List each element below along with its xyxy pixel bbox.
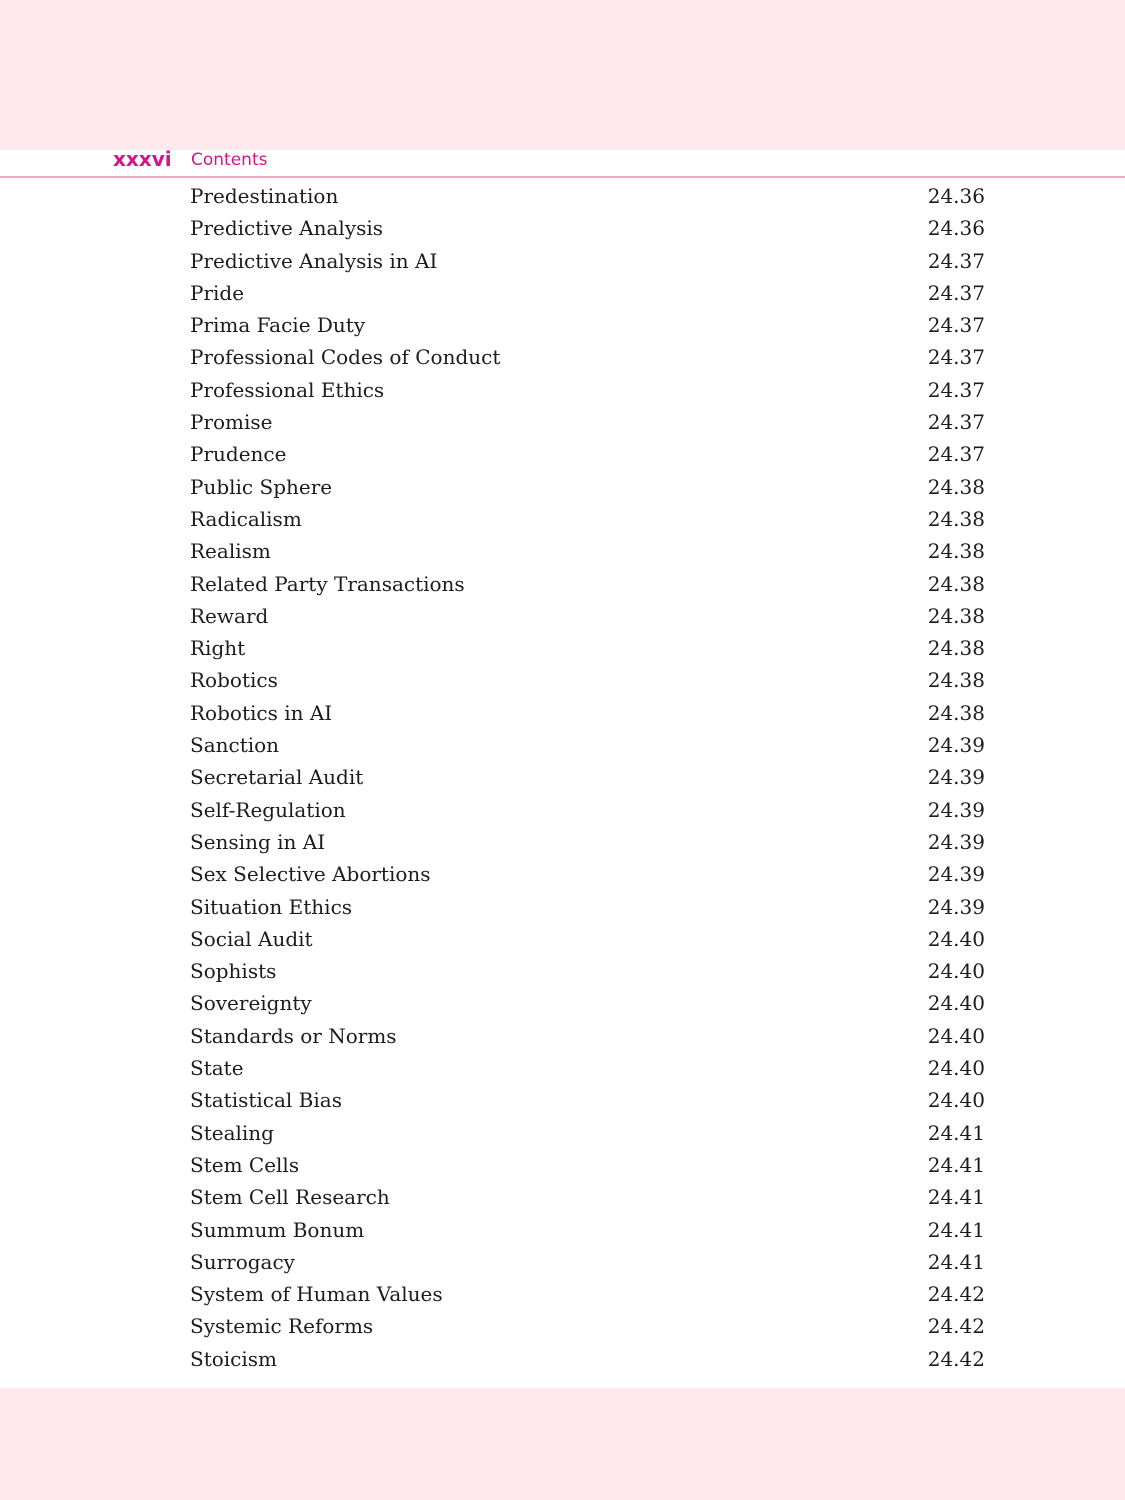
entry-title: Promise: [190, 410, 273, 435]
entry-page-number: 24.42: [927, 1346, 985, 1371]
contents-entry: [0, 987, 1125, 1019]
contents-entry: [0, 1310, 1125, 1342]
entry-title: Realism: [190, 539, 271, 564]
entry-page-number: 24.41: [927, 1152, 985, 1177]
entry-title: Professional Codes of Conduct: [190, 345, 501, 370]
entry-title: Summum Bonum: [190, 1217, 365, 1242]
entry-title: Systemic Reforms: [190, 1314, 374, 1339]
entry-title: State: [190, 1056, 244, 1081]
contents-entry: [0, 891, 1125, 923]
entry-title: Statistical Bias: [190, 1088, 342, 1113]
entry-page-number: 24.40: [927, 991, 985, 1016]
contents-entry: [0, 1278, 1125, 1310]
entry-page-number: 24.42: [927, 1314, 985, 1339]
entry-title: Stoicism: [190, 1346, 278, 1371]
entry-title: System of Human Values: [190, 1282, 443, 1307]
entry-page-number: 24.38: [927, 539, 985, 564]
entry-page-number: 24.37: [927, 442, 985, 467]
entry-page-number: 24.38: [927, 474, 985, 499]
contents-entry: [0, 664, 1125, 696]
contents-entry: [0, 858, 1125, 890]
contents-entry: [0, 1052, 1125, 1084]
entry-title: Stem Cells: [190, 1152, 300, 1177]
contents-entry: [0, 438, 1125, 470]
entry-page-number: 24.39: [927, 733, 985, 758]
contents-list: [0, 180, 1125, 1375]
contents-entry: [0, 697, 1125, 729]
entry-page-number: 24.37: [927, 280, 985, 305]
contents-entry: [0, 374, 1125, 406]
entry-title: Pride: [190, 280, 245, 305]
contents-entry: [0, 955, 1125, 987]
contents-entry: [0, 406, 1125, 438]
contents-entry: [0, 632, 1125, 664]
contents-entry: [0, 309, 1125, 341]
entry-title: Radicalism: [190, 506, 302, 531]
entry-title: Robotics in AI: [190, 700, 333, 725]
entry-title: Predestination: [190, 184, 339, 208]
contents-entry: [0, 503, 1125, 535]
entry-page-number: 24.38: [927, 700, 985, 725]
entry-title: Surrogacy: [190, 1249, 295, 1274]
bottom-margin-band: [0, 1388, 1125, 1500]
contents-entry: [0, 568, 1125, 600]
top-margin-band: [0, 0, 1125, 150]
contents-entry: [0, 1343, 1125, 1375]
entry-page-number: 24.38: [927, 603, 985, 628]
contents-entry: [0, 826, 1125, 858]
entry-page-number: 24.40: [927, 1088, 985, 1113]
contents-entry: [0, 1117, 1125, 1149]
entry-title: Related Party Transactions: [190, 571, 465, 596]
entry-page-number: 24.36: [927, 216, 985, 241]
contents-entry: [0, 212, 1125, 244]
entry-page-number: 24.39: [927, 829, 985, 854]
entry-title: Professional Ethics: [190, 377, 385, 402]
contents-entry: [0, 1214, 1125, 1246]
entry-page-number: 24.36: [927, 184, 985, 208]
entry-title: Robotics: [190, 668, 278, 693]
contents-entry: [0, 245, 1125, 277]
entry-title: Right: [190, 636, 246, 661]
entry-page-number: 24.40: [927, 926, 985, 951]
entry-title: Situation Ethics: [190, 894, 353, 919]
contents-entry: [0, 600, 1125, 632]
entry-title: Prima Facie Duty: [190, 313, 366, 338]
entry-title: Social Audit: [190, 926, 313, 951]
contents-entry: [0, 1181, 1125, 1213]
entry-page-number: 24.40: [927, 1056, 985, 1081]
entry-title: Predictive Analysis: [190, 216, 384, 241]
running-header: [0, 147, 1125, 176]
entry-page-number: 24.41: [927, 1120, 985, 1145]
entry-page-number: 24.39: [927, 862, 985, 887]
entry-title: Self-Regulation: [190, 797, 346, 822]
entry-page-number: 24.38: [927, 571, 985, 596]
contents-entry: [0, 341, 1125, 373]
page: [0, 147, 1125, 1388]
contents-entry: [0, 761, 1125, 793]
entry-title: Secretarial Audit: [190, 765, 364, 790]
contents-entry: [0, 794, 1125, 826]
entry-title: Standards or Norms: [190, 1023, 397, 1048]
entry-title: Sanction: [190, 733, 280, 758]
entry-page-number: 24.38: [927, 636, 985, 661]
entry-page-number: 24.41: [927, 1185, 985, 1210]
contents-entry: [0, 471, 1125, 503]
contents-entry: [0, 1020, 1125, 1052]
entry-page-number: 24.37: [927, 248, 985, 273]
contents-entry: [0, 535, 1125, 567]
header-rule: [0, 176, 1125, 178]
entry-title: Sensing in AI: [190, 829, 326, 854]
entry-page-number: 24.39: [927, 765, 985, 790]
entry-page-number: 24.37: [927, 377, 985, 402]
entry-page-number: 24.37: [927, 345, 985, 370]
entry-page-number: 24.38: [927, 668, 985, 693]
entry-title: Stealing: [190, 1120, 274, 1145]
contents-entry: [0, 1246, 1125, 1278]
entry-title: Sovereignty: [190, 991, 312, 1016]
contents-entry: [0, 180, 1125, 212]
entry-title: Predictive Analysis in AI: [190, 248, 438, 273]
entry-title: Sophists: [190, 959, 277, 984]
entry-page-number: 24.38: [927, 506, 985, 531]
contents-entry: [0, 277, 1125, 309]
entry-page-number: 24.41: [927, 1217, 985, 1242]
entry-title: Prudence: [190, 442, 287, 467]
entry-page-number: 24.37: [927, 410, 985, 435]
contents-entry: [0, 1084, 1125, 1116]
entry-page-number: 24.41: [927, 1249, 985, 1274]
section-title: Contents: [191, 150, 268, 170]
entry-page-number: 24.40: [927, 1023, 985, 1048]
contents-entry: [0, 923, 1125, 955]
entry-title: Public Sphere: [190, 474, 333, 499]
entry-page-number: 24.37: [927, 313, 985, 338]
entry-page-number: 24.42: [927, 1282, 985, 1307]
entry-title: Stem Cell Research: [190, 1185, 390, 1210]
entry-page-number: 24.39: [927, 894, 985, 919]
entry-page-number: 24.39: [927, 797, 985, 822]
contents-entry: [0, 729, 1125, 761]
entry-page-number: 24.40: [927, 959, 985, 984]
entry-title: Sex Selective Abortions: [190, 862, 431, 887]
entry-title: Reward: [190, 603, 269, 628]
contents-entry: [0, 1149, 1125, 1181]
page-number: xxxvi: [113, 147, 172, 171]
